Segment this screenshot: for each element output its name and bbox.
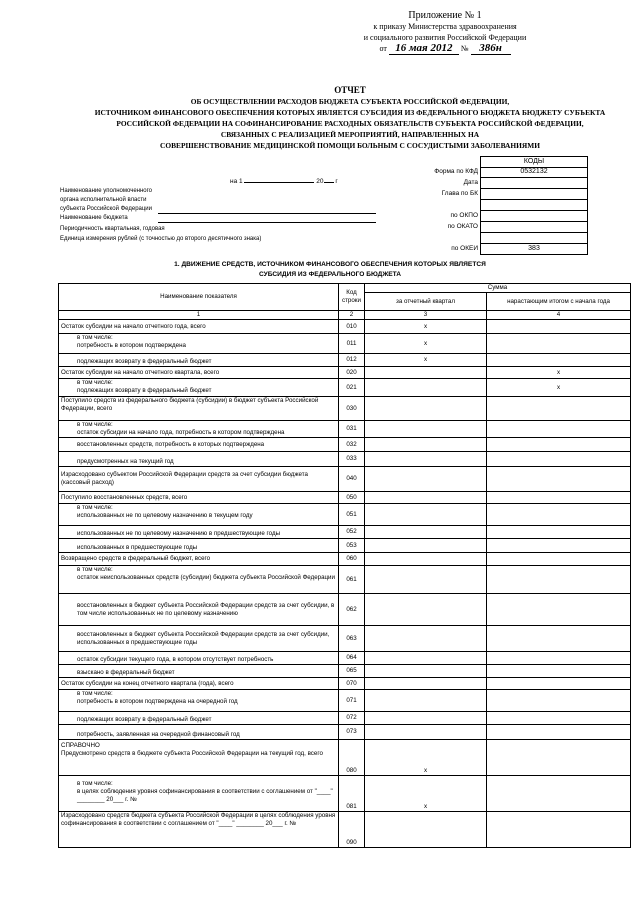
row-code-060: 060 [339, 553, 365, 566]
cell-value [487, 421, 631, 438]
row-label-021-text: подлежащих возврату в федеральный бюджет [77, 387, 212, 394]
row-label-011-intro: в том числе: [77, 334, 113, 341]
code-okato-value [480, 222, 588, 233]
row-label-052 [59, 526, 339, 539]
cell-value [365, 492, 487, 504]
cell-value [365, 526, 487, 539]
row-label-032-text: восстановленных средств, потребность в которых подтверждена [77, 440, 265, 448]
table-row [59, 678, 631, 690]
cell-value [487, 665, 631, 678]
row-label-031 [59, 421, 339, 438]
report-date-suffix: г [335, 178, 338, 185]
row-label-012-text: подлежащих возврату в федеральный бюджет [77, 358, 212, 365]
row-label-073 [59, 725, 339, 740]
row-label-012 [59, 354, 339, 367]
row-label-061-text: остаток неиспользованных средств (субсидии) бюджета субъекта Российской Федерации [77, 574, 335, 581]
cell-value [487, 320, 631, 334]
table-row [59, 652, 631, 665]
table-row [59, 421, 631, 438]
table-row [59, 553, 631, 566]
appendix-line1: к приказу Министерства здравоохранения [373, 22, 517, 31]
row-label-052-text: использованных не по целевому назначению в предшествующие годы [77, 530, 281, 537]
cell-value [365, 594, 487, 626]
table-row [59, 566, 631, 594]
row-code-033: 033 [339, 452, 365, 467]
report-year-blank [324, 182, 334, 183]
row-code-020: 020 [339, 367, 365, 379]
code-blank-2 [480, 233, 588, 244]
title-line2: ОБ ОСУЩЕСТВЛЕНИИ РАСХОДОВ БЮДЖЕТА СУБЪЕКТА РОССИЙСКОЙ ФЕДЕРАЦИИ, [190, 97, 510, 106]
appendix-line2: и социального развития Российской Федерации [363, 33, 527, 42]
row-label-053-text: использованных в предшествующие годы [77, 544, 198, 551]
row-code-030: 030 [339, 397, 365, 421]
table-row [59, 776, 631, 812]
col-number-2: 2 [339, 311, 365, 320]
row-label-051-intro: в том числе: [77, 504, 113, 511]
col-header-code: Код строки [339, 284, 365, 311]
row-code-031: 031 [339, 421, 365, 438]
cell-value [487, 690, 631, 712]
row-code-070: 070 [339, 678, 365, 690]
table-row [59, 354, 631, 367]
table-row [59, 594, 631, 626]
cell-value [365, 812, 487, 848]
row-code-052: 052 [339, 526, 365, 539]
row-label-064-text: остаток субсидии текущего года, в котором отсутствует потребность [77, 656, 274, 663]
org-name-label-1: Наименование уполномоченного [60, 188, 153, 194]
table-row [59, 539, 631, 553]
table-row [59, 690, 631, 712]
section-title-line1: 1. ДВИЖЕНИЕ СРЕДСТВ, ИСТОЧНИКОМ ФИНАНСОВОГО ОБЕСПЕЧЕНИЯ КОТОРЫХ ЯВЛЯЕТСЯ [174, 261, 486, 268]
row-label-061 [59, 566, 339, 594]
handwritten-number: 386н [471, 43, 511, 55]
appendix-block [330, 10, 560, 55]
row-label-073-text: потребность, заявленная на очередной финансовый год [77, 731, 240, 738]
cell-value [487, 438, 631, 452]
section-title-line2: СУБСИДИЯ ИЗ ФЕДЕРАЛЬНОГО БЮДЖЕТА [258, 271, 402, 278]
cell-value [365, 678, 487, 690]
cell-value [365, 725, 487, 740]
row-label-064 [59, 652, 339, 665]
row-code-062: 062 [339, 594, 365, 626]
cell-x: x [365, 354, 487, 367]
cell-value [487, 626, 631, 652]
row-code-011: 011 [339, 334, 365, 354]
table-row [59, 812, 631, 848]
table-row [59, 526, 631, 539]
code-date-value [480, 178, 588, 189]
code-okato-label: по ОКАТО [447, 223, 478, 230]
row-label-080 [59, 740, 339, 776]
cell-value [365, 712, 487, 725]
row-code-012: 012 [339, 354, 365, 367]
row-code-032: 032 [339, 438, 365, 452]
row-code-061: 061 [339, 566, 365, 594]
col-number-1: 1 [59, 311, 339, 320]
appendix-date-line [330, 43, 560, 55]
row-code-021: 021 [339, 379, 365, 397]
cell-value [365, 539, 487, 553]
periodicity-label: Периодичность квартальная, годовая [60, 226, 165, 232]
cell-value [365, 397, 487, 421]
row-label-051-text: использованных не по целевому назначению в текущем году [77, 512, 253, 519]
cell-value [487, 334, 631, 354]
row-label-071 [59, 690, 339, 712]
code-okei-label: по ОКЕИ [451, 245, 478, 252]
cell-value [365, 690, 487, 712]
table-row [59, 712, 631, 725]
budget-name-label: Наименование бюджета [60, 215, 128, 221]
code-kfd-value: 0532132 [480, 167, 588, 178]
row-label-011-text: потребность в котором подтверждена [77, 342, 186, 349]
row-label-033 [59, 452, 339, 467]
row-label-080-reference: СПРАВОЧНО [61, 742, 100, 749]
code-blank-1 [480, 200, 588, 211]
cell-value [365, 367, 487, 379]
table-row [59, 725, 631, 740]
table-row [59, 504, 631, 526]
row-label-040: Израсходовано субъектом Российской Федерации средств за счет субсидии бюджета (кассовый расход) [59, 467, 339, 492]
cell-value [487, 725, 631, 740]
title-line3: ИСТОЧНИКОМ ФИНАНСОВОГО ОБЕСПЕЧЕНИЯ КОТОРЫХ ЯВЛЯЕТСЯ СУБСИДИЯ ИЗ ФЕДЕРАЛЬНОГО БЮДЖЕТА БЮДЖЕТУ СУБЪЕКТА [94, 108, 606, 117]
cell-value [365, 438, 487, 452]
code-kfd-label: Форма по КФД [434, 168, 478, 175]
cell-value [365, 626, 487, 652]
date-prefix: от [379, 44, 387, 53]
row-label-053 [59, 539, 339, 553]
cell-x: x [365, 776, 487, 812]
table-row [59, 665, 631, 678]
row-code-071: 071 [339, 690, 365, 712]
code-bk-label: Глава по БК [441, 190, 478, 197]
table-row [59, 626, 631, 652]
row-label-071-text: потребность в котором подтверждена на очередной год [77, 698, 238, 705]
row-label-065-text: взыскано в федеральный бюджет [77, 669, 175, 676]
row-code-050: 050 [339, 492, 365, 504]
row-label-063 [59, 626, 339, 652]
row-label-051 [59, 504, 339, 526]
cell-value [365, 379, 487, 397]
code-okpo-value [480, 211, 588, 222]
title-line5: СВЯЗАННЫХ С РЕАЛИЗАЦИЕЙ МЕРОПРИЯТИЙ, НАПРАВЛЕННЫХ НА [220, 130, 480, 139]
title-line4: РОССИЙСКОЙ ФЕДЕРАЦИИ НА СОФИНАНСИРОВАНИЕ РАСХОДНЫХ ОБЯЗАТЕЛЬСТВ СУБЪЕКТА РОССИЙСКОЙ ФЕДЕРАЦИИ, [116, 119, 584, 128]
col-number-3: 3 [365, 311, 487, 320]
row-code-080: 080 [339, 740, 365, 776]
cell-x: x [487, 379, 631, 397]
row-label-033-text: предусмотренных на текущий год [77, 458, 174, 465]
org-name-underline [158, 213, 376, 214]
cell-value [487, 678, 631, 690]
col-header-sum: Сумма [365, 284, 631, 293]
row-label-081 [59, 776, 339, 812]
row-code-073: 073 [339, 725, 365, 740]
cell-x: x [365, 740, 487, 776]
row-label-031-intro: в том числе: [77, 421, 113, 428]
cell-value [487, 652, 631, 665]
row-label-080-text: Предусмотрено средств в бюджете субъекта Российской Федерации на текущий год, всего [61, 750, 323, 757]
row-label-070: Остаток субсидии на конец отчетного квартала (года), всего [59, 678, 339, 690]
cell-value [487, 776, 631, 812]
row-code-040: 040 [339, 467, 365, 492]
row-label-021-intro: в том числе: [77, 379, 113, 386]
row-code-053: 053 [339, 539, 365, 553]
row-label-020: Остаток субсидии на начало отчетного квартала, всего [59, 367, 339, 379]
row-label-072 [59, 712, 339, 725]
cell-value [365, 665, 487, 678]
row-label-090: Израсходовано средств бюджета субъекта Российской Федерации в целях соблюдения уровня софинансирования в соответствии с соглашением от "____" ________ 20___ г. № [59, 812, 339, 848]
row-code-064: 064 [339, 652, 365, 665]
report-date-year: 20 [316, 178, 324, 185]
table-row [59, 452, 631, 467]
row-label-081-intro: в том числе: [77, 780, 113, 787]
codes-header: КОДЫ [480, 156, 588, 168]
row-code-010: 010 [339, 320, 365, 334]
row-code-065: 065 [339, 665, 365, 678]
cell-value [487, 526, 631, 539]
title-line6: СОВЕРШЕНСТВОВАНИЕ МЕДИЦИНСКОЙ ПОМОЩИ БОЛЬНЫМ С СОСУДИСТЫМИ ЗАБОЛЕВАНИЯМИ [160, 141, 540, 150]
col-header-cumulative: нарастающим итогом с начала года [487, 293, 631, 311]
org-name-label-3: субъекта Российской Федерации [60, 206, 153, 212]
section-title [150, 260, 510, 280]
table-row [59, 740, 631, 776]
row-label-081-text: в целях соблюдения уровня софинансирования в соответствии с соглашением от "____" ________ 20___ г. № [77, 788, 333, 803]
cell-x: x [365, 320, 487, 334]
row-label-072-text: подлежащих возврату в федеральный бюджет [77, 716, 212, 723]
row-code-063: 063 [339, 626, 365, 652]
cell-value [487, 467, 631, 492]
cell-value [487, 504, 631, 526]
number-prefix: № [460, 44, 469, 53]
cell-value [487, 452, 631, 467]
cell-value [487, 740, 631, 776]
cell-value [365, 452, 487, 467]
row-label-032 [59, 438, 339, 452]
table-row [59, 334, 631, 354]
cell-value [487, 566, 631, 594]
cell-value [487, 594, 631, 626]
table-row [59, 367, 631, 379]
row-label-062 [59, 594, 339, 626]
row-label-010: Остаток субсидии на начало отчетного года, всего [59, 320, 339, 334]
row-label-060: Возвращено средств в федеральный бюджет, всего [59, 553, 339, 566]
appendix-title: Приложение № 1 [408, 10, 482, 21]
report-date-line [230, 178, 338, 185]
row-label-031-text: остаток субсидии на начало года, потребность в котором подтверждена [77, 429, 285, 436]
cell-value [487, 397, 631, 421]
col-number-4: 4 [487, 311, 631, 320]
cell-value [487, 712, 631, 725]
code-date-label: Дата [463, 179, 478, 186]
movement-table [58, 283, 631, 848]
handwritten-date: 16 мая 2012 [389, 43, 459, 55]
budget-name-underline [158, 222, 376, 223]
table-row [59, 492, 631, 504]
title-line1: ОТЧЕТ [334, 85, 366, 95]
cell-value [365, 467, 487, 492]
row-label-011 [59, 334, 339, 354]
row-label-062-text: восстановленных в бюджет субъекта Российской Федерации средств за счет субсидии, в том числе использованных не по целевому назначению [77, 601, 335, 617]
row-code-072: 072 [339, 712, 365, 725]
col-header-period: за отчетный квартал [365, 293, 487, 311]
unit-label: Единица измерения рублей (с точностью до второго десятичного знака) [60, 236, 262, 242]
row-code-090: 090 [339, 812, 365, 848]
cell-value [365, 421, 487, 438]
org-name-label-2: органа исполнительной власти [60, 197, 147, 203]
cell-value [365, 504, 487, 526]
row-label-030: Поступило средств из федерального бюджета (субсидии) в бюджет субъекта Российской Федерации, всего [59, 397, 339, 421]
table-row [59, 379, 631, 397]
report-date-blank [244, 182, 314, 183]
cell-value [487, 354, 631, 367]
code-bk-value [480, 189, 588, 200]
code-okpo-label: по ОКПО [450, 212, 478, 219]
row-label-021 [59, 379, 339, 397]
table-row [59, 397, 631, 421]
row-label-071-intro: в том числе: [77, 690, 113, 697]
table-row [59, 320, 631, 334]
cell-x: x [365, 334, 487, 354]
cell-value [365, 566, 487, 594]
report-date-prefix: на 1 [230, 178, 243, 185]
row-label-061-intro: в том числе: [77, 566, 113, 573]
cell-value [487, 539, 631, 553]
cell-value [487, 553, 631, 566]
cell-x: x [487, 367, 631, 379]
document-title [70, 85, 630, 151]
cell-value [487, 812, 631, 848]
code-okei-value: 383 [480, 244, 588, 255]
table-row [59, 438, 631, 452]
cell-value [487, 492, 631, 504]
cell-value [365, 553, 487, 566]
row-label-050: Поступило восстановленных средств, всего [59, 492, 339, 504]
table-row [59, 467, 631, 492]
row-code-051: 051 [339, 504, 365, 526]
row-code-081: 081 [339, 776, 365, 812]
col-header-name: Наименование показателя [59, 284, 339, 311]
row-label-063-text: восстановленных в бюджет субъекта Российской Федерации средств за счет субсидии, использованных в предшествующие годы [77, 630, 330, 646]
cell-value [365, 652, 487, 665]
row-label-065 [59, 665, 339, 678]
